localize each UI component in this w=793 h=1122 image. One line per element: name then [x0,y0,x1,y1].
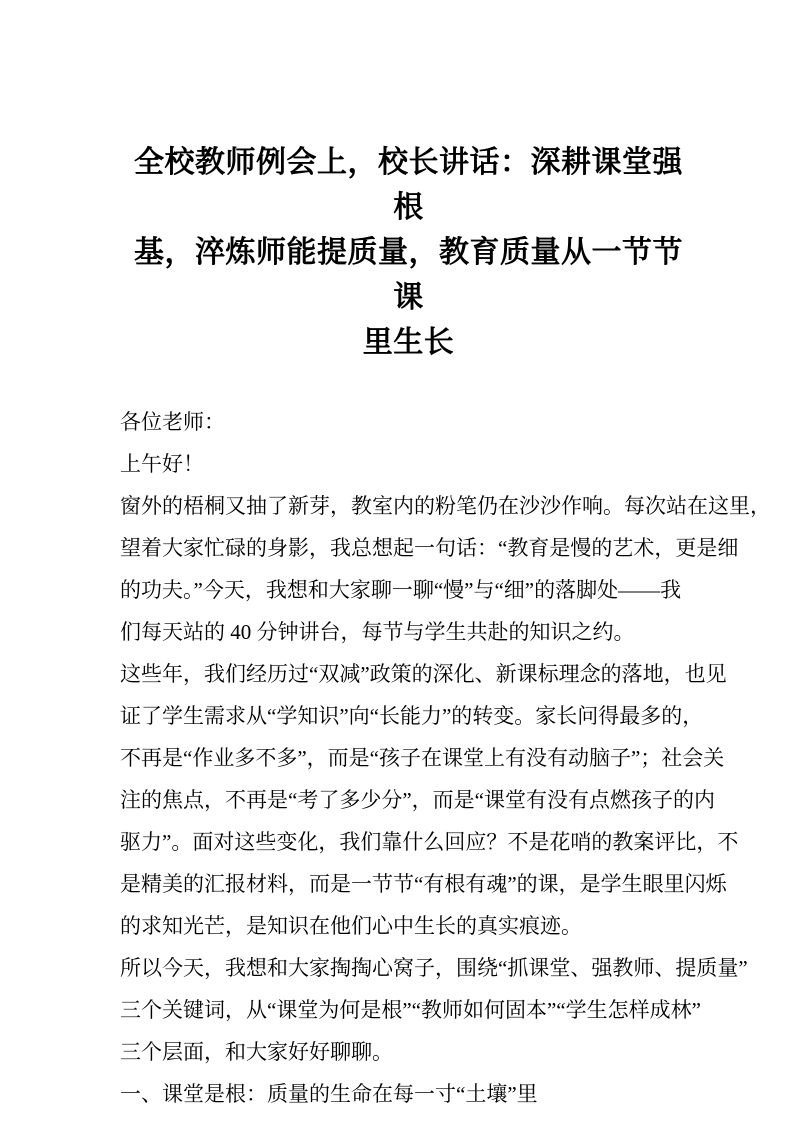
text-line: 注的焦点，不再是“考了多少分”，而是“课堂有没有点燃孩子的内 [120,788,715,813]
paragraph-greeting [120,443,697,485]
text-line: 的功夫。”今天，我想和大家聊一聊“慢”与“细”的落脚处——我 [120,578,682,603]
document-body [120,401,771,1115]
paragraph-salutation [120,401,697,443]
paragraph-body [120,485,771,653]
text-line: 望着大家忙碌的身影，我总想起一句话：“教育是慢的艺术，更是细 [120,536,739,561]
title-line: 全校教师例会上，校长讲话：深耕课堂强根 [134,146,683,225]
text-line: 证了学生需求从“学知识”向“长能力”的转变。家长问得最多的， [120,704,704,729]
title-line: 基，淬炼师能提质量，教育质量从一节节课 [134,236,683,315]
text-line: 窗外的梧桐又抽了新芽，教室内的粉笔仍在沙沙作响。每次站在这里， [120,494,771,519]
text-line: 这些年，我们经历过“双减”政策的深化、新课标理念的落地，也见 [120,662,727,687]
text-line: 三个层面，和大家好好聊聊。 [120,1040,393,1065]
paragraph-body [120,653,739,947]
text-line: 不再是“作业多不多”，而是“孩子在课堂上有没有动脑子”；社会关 [120,746,725,771]
text-line: 一、课堂是根：质量的生命在每一寸“土壤”里 [120,1082,538,1107]
text-line: 驱力”。面对这些变化，我们靠什么回应？不是花哨的教案评比，不 [120,830,739,855]
text-line: 是精美的汇报材料，而是一节节“有根有魂”的课，是学生眼里闪烁 [120,872,727,897]
text-line: 所以今天，我想和大家掏掏心窝子，围绕“抓课堂、强教师、提质量” [120,956,748,981]
title-line: 里生长 [362,326,455,360]
document-title [120,140,697,365]
text-line: 上午好！ [120,452,204,477]
text-line: 三个关键词，从“课堂为何是根”“教师如何固本”“学生怎样成林” [120,998,701,1023]
document-content [120,120,771,1115]
paragraph-section-heading [120,1073,697,1115]
text-line: 们每天站的 40 分钟讲台，每节与学生共赴的知识之约。 [120,620,635,645]
text-line: 的求知光芒，是知识在他们心中生长的真实痕迹。 [120,914,582,939]
paragraph-body [120,947,748,1073]
text-line: 各位老师： [120,410,225,435]
